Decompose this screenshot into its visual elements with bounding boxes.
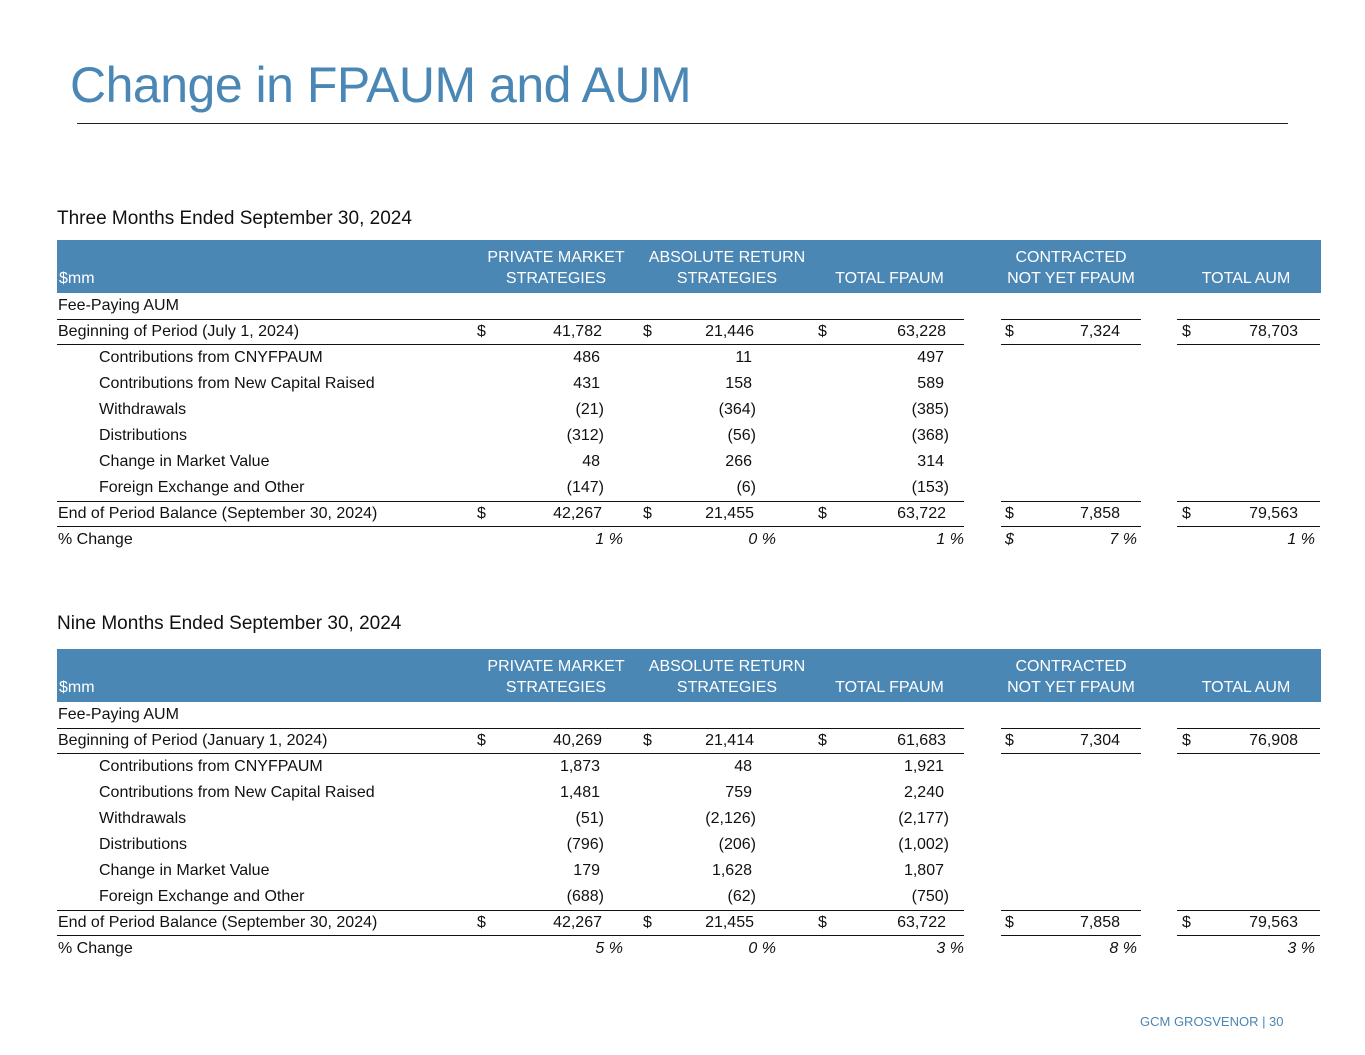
cell-value: 3 % bbox=[936, 940, 964, 957]
cell-value: 0 % bbox=[748, 531, 776, 548]
dollar-sign: $ bbox=[818, 732, 827, 749]
cell-value: (688) bbox=[566, 888, 604, 905]
table-row bbox=[57, 754, 1321, 780]
section-caption: Nine Months Ended September 30, 2024 bbox=[57, 613, 402, 634]
dollar-sign: $ bbox=[643, 323, 652, 340]
header-total-aum: TOTAL AUM bbox=[1201, 679, 1291, 696]
table-header bbox=[57, 240, 1321, 293]
table-row bbox=[57, 397, 1321, 423]
cell-value: 42,267 bbox=[553, 505, 602, 522]
header-total-fpaum: TOTAL FPAUM bbox=[835, 270, 944, 287]
cell-value: (51) bbox=[575, 810, 604, 827]
cell-value: 78,703 bbox=[1249, 323, 1298, 340]
cell-value: 79,563 bbox=[1249, 505, 1298, 522]
cell-value: 76,908 bbox=[1249, 732, 1298, 749]
dollar-sign: $ bbox=[1005, 505, 1014, 522]
header-unit: $mm bbox=[59, 270, 95, 287]
cell-value: 589 bbox=[917, 375, 944, 392]
cell-value: 266 bbox=[725, 453, 752, 470]
cell-value: 21,446 bbox=[705, 323, 754, 340]
cell-value: 1 % bbox=[595, 531, 623, 548]
cell-value: 1,873 bbox=[559, 758, 600, 775]
cell-value: 7,304 bbox=[1079, 732, 1120, 749]
cell-value: (750) bbox=[911, 888, 949, 905]
table-row bbox=[57, 345, 1321, 371]
row-label: Fee-Paying AUM bbox=[58, 297, 179, 314]
cell-value: 40,269 bbox=[553, 732, 602, 749]
row-label: Contributions from CNYFPAUM bbox=[99, 349, 323, 366]
cell-value: 41,782 bbox=[553, 323, 602, 340]
cell-value: 431 bbox=[573, 375, 600, 392]
header-private-market: PRIVATE MARKET STRATEGIES bbox=[487, 249, 625, 287]
cell-value: 314 bbox=[917, 453, 944, 470]
table-row bbox=[57, 475, 1321, 501]
cell-value: 7,324 bbox=[1079, 323, 1120, 340]
nine-months-section bbox=[57, 613, 1321, 962]
dollar-sign: $ bbox=[818, 323, 827, 340]
cell-value: 1,807 bbox=[903, 862, 944, 879]
row-label: Contributions from New Capital Raised bbox=[99, 784, 375, 801]
cell-value: 8 % bbox=[1109, 940, 1137, 957]
cell-value: 48 bbox=[734, 758, 752, 775]
dollar-sign: $ bbox=[477, 323, 486, 340]
table-row-end bbox=[57, 501, 1321, 527]
header-private-market: PRIVATE MARKET STRATEGIES bbox=[487, 658, 625, 696]
header-total-fpaum: TOTAL FPAUM bbox=[835, 679, 944, 696]
dollar-sign: $ bbox=[1005, 732, 1014, 749]
cell-value: 1 % bbox=[1287, 531, 1315, 548]
dollar-sign: $ bbox=[477, 505, 486, 522]
cell-value: (368) bbox=[911, 427, 949, 444]
table-row bbox=[57, 780, 1321, 806]
page-title: Change in FPAUM and AUM bbox=[70, 57, 692, 113]
cell-value: 63,722 bbox=[897, 914, 946, 931]
cell-value: 179 bbox=[573, 862, 600, 879]
table-row bbox=[57, 806, 1321, 832]
cell-value: 7,858 bbox=[1079, 914, 1120, 931]
table-row-end bbox=[57, 910, 1321, 936]
cell-value: 759 bbox=[725, 784, 752, 801]
table-row bbox=[57, 423, 1321, 449]
row-label: Change in Market Value bbox=[99, 453, 270, 470]
dollar-sign: $ bbox=[477, 914, 486, 931]
row-label: Contributions from New Capital Raised bbox=[99, 375, 375, 392]
header-total-aum: TOTAL AUM bbox=[1201, 270, 1291, 287]
row-label: End of Period Balance (September 30, 2024) bbox=[58, 914, 378, 931]
header-unit: $mm bbox=[59, 679, 95, 696]
cell-value: (312) bbox=[566, 427, 604, 444]
table-row-fee-paying bbox=[57, 293, 1321, 319]
dollar-sign: $ bbox=[1005, 323, 1014, 340]
three-months-section bbox=[57, 208, 1321, 553]
cell-value: 79,563 bbox=[1249, 914, 1298, 931]
table-row-fee-paying bbox=[57, 702, 1321, 728]
dollar-sign: $ bbox=[643, 732, 652, 749]
table-row-beginning bbox=[57, 728, 1321, 754]
row-label: Fee-Paying AUM bbox=[58, 706, 179, 723]
cell-value: (2,177) bbox=[898, 810, 949, 827]
row-label: Beginning of Period (January 1, 2024) bbox=[58, 732, 328, 749]
dollar-sign: $ bbox=[1005, 531, 1014, 548]
cell-value: 7 % bbox=[1109, 531, 1137, 548]
row-label: Distributions bbox=[99, 836, 188, 853]
page-footer: GCM GROSVENOR | 30 bbox=[1140, 1014, 1284, 1029]
dollar-sign: $ bbox=[1005, 914, 1014, 931]
cell-value: (147) bbox=[566, 479, 604, 496]
table-row bbox=[57, 449, 1321, 475]
cell-value: (2,126) bbox=[705, 810, 756, 827]
cell-value: (364) bbox=[718, 401, 756, 418]
table-header bbox=[57, 649, 1321, 702]
cell-value: (21) bbox=[575, 401, 604, 418]
row-label: % Change bbox=[58, 940, 133, 957]
cell-value: 7,858 bbox=[1079, 505, 1120, 522]
cell-value: 1,921 bbox=[903, 758, 944, 775]
table-row-beginning bbox=[57, 319, 1321, 345]
row-label: Withdrawals bbox=[99, 401, 187, 418]
cell-value: 21,455 bbox=[705, 505, 754, 522]
cell-value: 486 bbox=[573, 349, 600, 366]
row-label: Foreign Exchange and Other bbox=[99, 888, 305, 905]
section-caption: Three Months Ended September 30, 2024 bbox=[57, 208, 412, 229]
cell-value: 11 bbox=[735, 349, 752, 366]
cell-value: (6) bbox=[736, 479, 756, 496]
cell-value: 1,481 bbox=[559, 784, 600, 801]
cell-value: 1,628 bbox=[711, 862, 752, 879]
cell-value: 5 % bbox=[595, 940, 623, 957]
row-label: Distributions bbox=[99, 427, 188, 444]
dollar-sign: $ bbox=[818, 914, 827, 931]
row-label: Beginning of Period (July 1, 2024) bbox=[58, 323, 300, 340]
table-row bbox=[57, 832, 1321, 858]
cell-value: 48 bbox=[582, 453, 600, 470]
cell-value: 61,683 bbox=[897, 732, 946, 749]
dollar-sign: $ bbox=[1182, 505, 1191, 522]
cell-value: 21,414 bbox=[705, 732, 754, 749]
cell-value: 0 % bbox=[748, 940, 776, 957]
table-row bbox=[57, 858, 1321, 884]
dollar-sign: $ bbox=[1182, 323, 1191, 340]
table-row-pct-change bbox=[57, 936, 1321, 962]
cell-value: 21,455 bbox=[705, 914, 754, 931]
cell-value: 63,722 bbox=[897, 505, 946, 522]
row-label: Change in Market Value bbox=[99, 862, 270, 879]
dollar-sign: $ bbox=[818, 505, 827, 522]
table-row bbox=[57, 371, 1321, 397]
row-label: Contributions from CNYFPAUM bbox=[99, 758, 323, 775]
cell-value: 158 bbox=[725, 375, 752, 392]
table-row bbox=[57, 884, 1321, 910]
dollar-sign: $ bbox=[477, 732, 486, 749]
row-label: Foreign Exchange and Other bbox=[99, 479, 305, 496]
table-row-pct-change bbox=[57, 527, 1321, 553]
cell-value: 2,240 bbox=[903, 784, 944, 801]
cell-value: (56) bbox=[727, 427, 756, 444]
header-absolute-return: ABSOLUTE RETURN STRATEGIES bbox=[648, 249, 806, 287]
cell-value: (62) bbox=[727, 888, 756, 905]
header-contracted: CONTRACTED NOT YET FPAUM bbox=[1007, 249, 1135, 287]
cell-value: 3 % bbox=[1287, 940, 1315, 957]
row-label: Withdrawals bbox=[99, 810, 187, 827]
cell-value: (796) bbox=[566, 836, 604, 853]
header-contracted: CONTRACTED NOT YET FPAUM bbox=[1007, 658, 1135, 696]
title-divider bbox=[77, 123, 1288, 124]
cell-value: 63,228 bbox=[897, 323, 946, 340]
cell-value: (1,002) bbox=[898, 836, 949, 853]
header-absolute-return: ABSOLUTE RETURN STRATEGIES bbox=[648, 658, 806, 696]
cell-value: (206) bbox=[718, 836, 756, 853]
cell-value: 42,267 bbox=[553, 914, 602, 931]
cell-value: 497 bbox=[917, 349, 944, 366]
row-label: % Change bbox=[58, 531, 133, 548]
cell-value: (153) bbox=[911, 479, 949, 496]
dollar-sign: $ bbox=[643, 505, 652, 522]
row-label: End of Period Balance (September 30, 2024) bbox=[58, 505, 378, 522]
dollar-sign: $ bbox=[1182, 732, 1191, 749]
cell-value: 1 % bbox=[936, 531, 964, 548]
dollar-sign: $ bbox=[1182, 914, 1191, 931]
cell-value: (385) bbox=[911, 401, 949, 418]
dollar-sign: $ bbox=[643, 914, 652, 931]
